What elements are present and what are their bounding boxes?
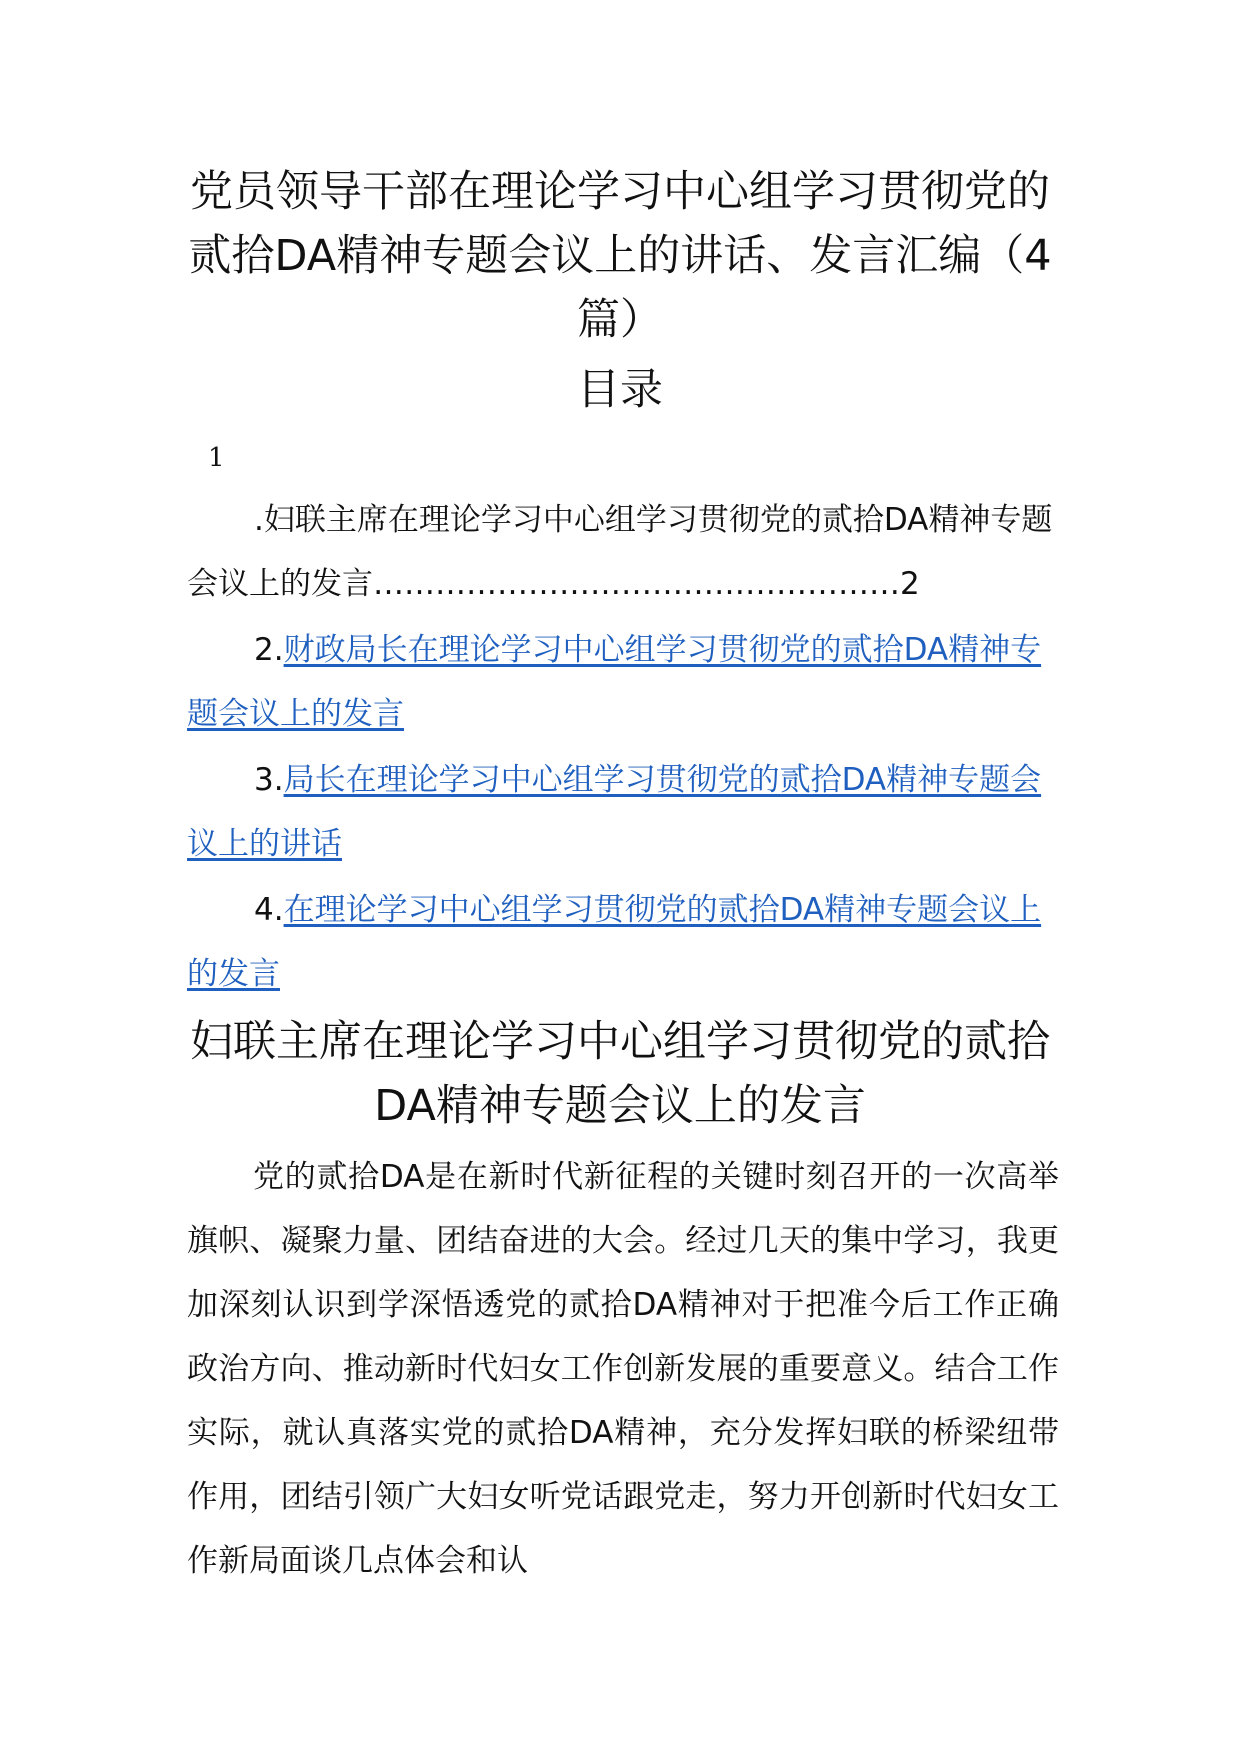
toc-page-marker: 1 <box>208 443 225 473</box>
toc-item-number: 4. <box>254 892 284 928</box>
toc-item-text: 妇联主席在理论学习中心组学习贯彻党的贰拾DA精神专题会议上的发言 <box>187 502 1053 602</box>
table-of-contents <box>187 488 1053 1008</box>
toc-heading: 目录 <box>577 365 663 415</box>
toc-page-number: 2 <box>900 566 920 602</box>
body-paragraph: 党的贰拾DA是在新时代新征程的关键时刻召开的一次高举旗帜、凝聚力量、团结奋进的大会。经过几天的集中学习，我更加深刻认识到学深悟透党的贰拾DA精神对于把准今后工作正确政治方向、推动新时代妇女工作创新发展的重要意义。结合工作实际，就认真落实党的贰拾DA精神，充分发挥妇联的桥梁纽带作用，团结引领广大妇女听党话跟党走，努力开创新时代妇女工作新局面谈几点体会和认 <box>187 1159 1059 1579</box>
toc-item-1 <box>187 488 1053 616</box>
section-title: 妇联主席在理论学习中心组学习贯彻党的贰拾DA精神专题会议上的发言 <box>190 1017 1050 1131</box>
toc-link-finance-director[interactable]: 财政局长在理论学习中心组学习贯彻党的贰拾DA精神专题会议上的发言 <box>187 632 1042 732</box>
toc-leader-dots: …………………………………………… <box>373 566 900 602</box>
toc-item-2 <box>187 618 1053 746</box>
document-title: 党员领导干部在理论学习中心组学习贯彻党的贰拾DA精神专题会议上的讲话、发言汇编（4篇） <box>188 167 1052 345</box>
toc-item-3 <box>187 748 1053 876</box>
toc-item-number: . <box>254 502 264 538</box>
toc-item-number: 3. <box>254 762 284 798</box>
toc-link-director-speech[interactable]: 局长在理论学习中心组学习贯彻党的贰拾DA精神专题会议上的讲话 <box>187 762 1042 862</box>
toc-item-4 <box>187 878 1053 1006</box>
toc-item-number: 2. <box>254 632 284 668</box>
toc-link-study-speech[interactable]: 在理论学习中心组学习贯彻党的贰拾DA精神专题会议上的发言 <box>187 892 1042 992</box>
